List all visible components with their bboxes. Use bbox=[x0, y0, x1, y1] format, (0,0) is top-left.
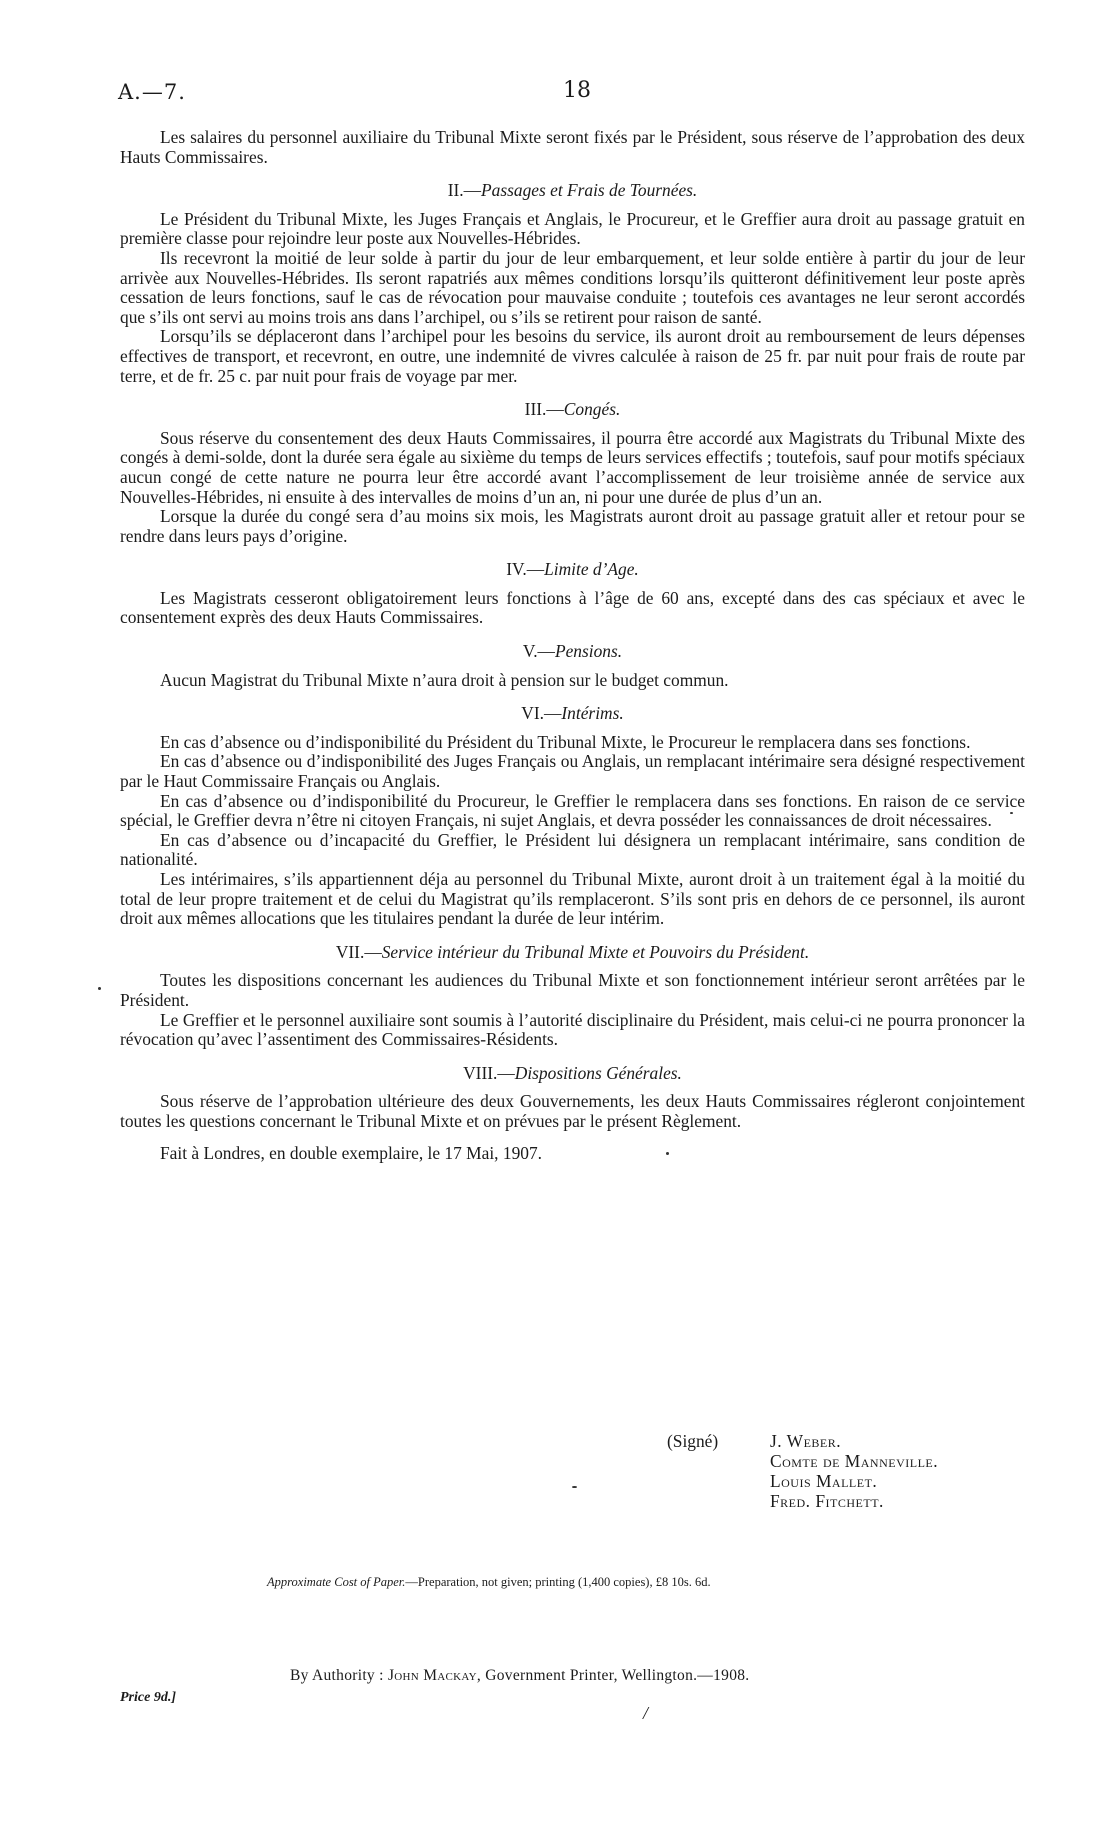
closing-line: Fait à Londres, en double exemplaire, le 17 Mai, 1907. bbox=[160, 1142, 543, 1163]
section-number: V.— bbox=[522, 641, 555, 662]
section-paragraph: Toutes les dispositions concernant les audiences du Tribunal Mixte et son fonctionnement intérieur seront arrêtées par le Président. bbox=[120, 970, 1025, 1010]
imprint-printer: John Mackay, bbox=[387, 1667, 482, 1684]
section-paragraph: Le Président du Tribunal Mixte, les Juges Français et Anglais, le Procureur, et le Greffier aura droit au passage gratuit en première classe pour rejoindre leur poste aux Nouvelles-Hébrides. bbox=[120, 208, 1025, 249]
signed-label: (Signé) bbox=[667, 1431, 719, 1451]
imprint-suffix: Government Printer, Wellington.—1908. bbox=[485, 1667, 750, 1684]
section-paragraph: Sous réserve de l’approbation ultérieure des deux Gouvernements, les deux Hauts Commissaires régleront conjointement toutes les questions concernant le Tribunal Mixte et on prévues par le présent Règlement. bbox=[120, 1091, 1025, 1131]
section-title: Service intérieur du Tribunal Mixte et Pouvoirs du Président. bbox=[381, 941, 810, 962]
printer-imprint bbox=[290, 1667, 749, 1685]
signatory-name: Louis Mallet. bbox=[770, 1471, 878, 1491]
signatory-name: Fred. Fitchett. bbox=[770, 1491, 884, 1511]
intro-paragraph: Les salaires du personnel auxiliaire du Tribunal Mixte seront fixés par le Président, sous réserve de l’approbation des deux Hauts Commissaires. bbox=[120, 127, 1025, 167]
section-paragraph: En cas d’absence ou d’incapacité du Greffier, le Président lui désignera un remplacant intérimaire, sans condition de nationalité. bbox=[120, 829, 1025, 870]
section-paragraph: Le Greffier et le personnel auxiliaire sont soumis à l’autorité disciplinaire du Président, mais celui-ci ne pourra prononcer la révocation qu’avec l’assentiment des Commissaires-Résidents. bbox=[120, 1009, 1025, 1050]
scan-speck bbox=[1010, 812, 1013, 814]
scan-mark: / bbox=[643, 1703, 649, 1723]
section-title: Limite d’Age. bbox=[544, 559, 639, 580]
price-label: Price 9d.] bbox=[120, 1690, 176, 1705]
section-heading bbox=[120, 943, 1025, 963]
section-heading bbox=[120, 560, 1025, 580]
section-paragraph: Aucun Magistrat du Tribunal Mixte n’aura droit à pension sur le budget commun. bbox=[160, 669, 729, 690]
scan-speck bbox=[666, 1152, 669, 1155]
section-heading bbox=[120, 642, 1025, 662]
section-number: II.— bbox=[447, 180, 482, 201]
document-body bbox=[120, 128, 1025, 1163]
section-heading bbox=[120, 1064, 1025, 1084]
section-number: IV.— bbox=[506, 559, 545, 580]
sections-container bbox=[120, 181, 1025, 1131]
section-heading bbox=[120, 181, 1025, 201]
section-number: VI.— bbox=[521, 703, 562, 724]
section-title: Pensions. bbox=[554, 641, 623, 662]
cost-note bbox=[267, 1575, 711, 1590]
scan-speck bbox=[572, 1486, 577, 1488]
section-paragraph: Sous réserve du consentement des deux Hauts Commissaires, il pourra être accordé aux Magistrats du Tribunal Mixte des congés à demi-solde, dont la durée sera égale au sixième du temps de leurs services effectifs ; toutefois, sauf pour motifs spéciaux aucun congé de cette nature ne pourra leur être accordé avant l’accomplissement de leur troisième année de service aux Nouvelles-Hébrides, ni ensuite à des intervalles de moins d’un an, ni pour une durée de plus d’un an. bbox=[120, 427, 1025, 507]
section-title: Dispositions Générales. bbox=[514, 1062, 682, 1083]
section-number: VII.— bbox=[335, 941, 382, 962]
section-paragraph: En cas d’absence ou d’indisponibilité des Juges Français ou Anglais, un remplacant intérimaire sera désigné respectivement par le Haut Commissaire Français ou Anglais. bbox=[120, 751, 1025, 792]
report-code: A.—7. bbox=[118, 80, 186, 104]
section-number: VIII.— bbox=[463, 1062, 515, 1083]
section-title: Intérims. bbox=[561, 703, 624, 724]
signatory-name: J. Weber. bbox=[770, 1431, 842, 1451]
page-number: 18 bbox=[563, 78, 591, 103]
section-number: III.— bbox=[524, 399, 564, 420]
section-title: Passages et Frais de Tournées. bbox=[481, 180, 698, 201]
section-title: Congés. bbox=[563, 399, 621, 420]
section-paragraph: En cas d’absence ou d’indisponibilité du Président du Tribunal Mixte, le Procureur le remplacera dans ses fonctions. bbox=[160, 731, 971, 752]
section-heading bbox=[120, 704, 1025, 724]
section-paragraph: Lorsqu’ils se déplaceront dans l’archipel pour les besoins du service, ils auront droit au remboursement de leurs dépenses effectives de transport, et recevront, en outre, une indemnité de vivres calculée à raison de 25 fr. par nuit pour frais de route par terre, et de fr. 25 c. par nuit pour frais de voyage par mer. bbox=[120, 326, 1025, 386]
section-paragraph: Les Magistrats cesseront obligatoirement leurs fonctions à l’âge de 60 ans, excepté dans des cas spéciaux et avec le consentement exprès des deux Hauts Commissaires. bbox=[120, 587, 1025, 628]
section-paragraph: Les intérimaires, s’ils appartiennent déja au personnel du Tribunal Mixte, auront droit à un traitement égal à la moitié du total de leur propre traitement et de celui du Magistrat qu’ils remplaceront. S’ils sont pris en dehors de ce personnel, ils auront droit aux mêmes allocations que les titulaires pendant la durée de leur intérim. bbox=[120, 869, 1025, 929]
signatory-name: Comte de Manneville. bbox=[770, 1451, 939, 1471]
section-paragraph: En cas d’absence ou d’indisponibilité du Procureur, le Greffier le remplacera dans ses fonctions. En raison de ce service spécial, le Greffier devra n’être ni citoyen Français, ni sujet Anglais, et devra posséder les connaissances de droit nécessaires. bbox=[120, 790, 1025, 831]
signatories bbox=[770, 1431, 938, 1511]
cost-note-text: —Preparation, not given; printing (1,400 copies), £8 10s. 6d. bbox=[405, 1575, 711, 1589]
cost-note-lead: Approximate Cost of Paper. bbox=[267, 1575, 406, 1589]
section-heading bbox=[120, 400, 1025, 420]
section-paragraph: Ils recevront la moitié de leur solde à partir du jour de leur embarquement, et leur solde entière à partir du jour de leur arrivèe aux Nouvelles-Hébrides. Ils seront rapatriés aux mêmes conditions lorsqu’ils quitteront définitivement leur poste après cessation de leurs fonctions, sauf le cas de révocation pour mauvaise conduite ; toutefois ces avantages ne leur seront accordés que s’ils ont servi au moins trois ans dans l’archipel, ou s’ils se retirent pour raison de santé. bbox=[120, 247, 1025, 327]
scan-speck bbox=[98, 987, 101, 990]
section-paragraph: Lorsque la durée du congé sera d’au moins six mois, les Magistrats auront droit au passage gratuit aller et retour pour se rendre dans leurs pays d’origine. bbox=[120, 506, 1025, 546]
imprint-prefix: By Authority : bbox=[290, 1667, 384, 1684]
